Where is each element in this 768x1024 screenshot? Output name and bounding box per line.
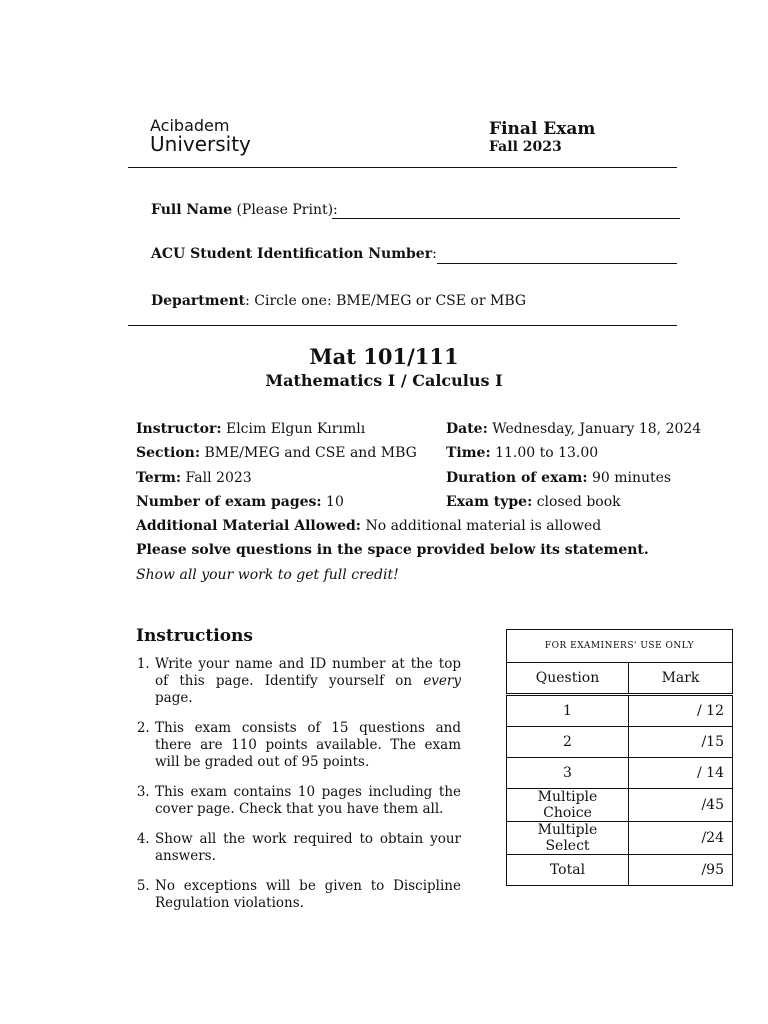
instructor-info bbox=[136, 421, 365, 437]
instruction-item: 2. This exam consists of 15 questions and there are 110 points available. The exam will be graded out of 95 points. bbox=[154, 720, 461, 771]
duration-info bbox=[446, 470, 671, 486]
department-options: : Circle one: BME/MEG or CSE or MBG bbox=[245, 293, 527, 309]
time-info bbox=[446, 445, 598, 461]
pages-label: Number of exam pages: bbox=[136, 494, 322, 510]
instructions-heading: Instructions bbox=[136, 626, 253, 646]
table-row bbox=[507, 822, 733, 855]
instruction-item: 5. No exceptions will be given to Discipline Regulation violations. bbox=[154, 878, 461, 912]
course-code: Mat 101/111 bbox=[309, 344, 459, 369]
exam-term: Fall 2023 bbox=[489, 139, 562, 155]
marks-table-caption: FOR EXAMINERS' USE ONLY bbox=[507, 630, 733, 663]
instructions-list bbox=[136, 656, 461, 925]
pages-value: 10 bbox=[326, 494, 344, 510]
full-name-input-line[interactable] bbox=[332, 218, 680, 219]
column-header-question: Question bbox=[507, 663, 629, 695]
question-cell: 1 bbox=[507, 695, 629, 727]
section-label: Section: bbox=[136, 445, 201, 461]
duration-label: Duration of exam: bbox=[446, 470, 588, 486]
duration-value: 90 minutes bbox=[591, 470, 672, 486]
university-logo-line1: Acibadem bbox=[150, 116, 230, 135]
column-header-mark: Mark bbox=[629, 663, 733, 695]
department-label: Department bbox=[151, 293, 246, 309]
examiner-marks-table bbox=[506, 629, 733, 886]
time-value: 11.00 to 13.00 bbox=[495, 445, 599, 461]
material-info bbox=[136, 518, 601, 534]
term-info bbox=[136, 470, 252, 486]
question-cell: 3 bbox=[507, 758, 629, 789]
pages-info bbox=[136, 494, 344, 510]
question-cell: Multiple Choice bbox=[507, 789, 629, 822]
university-logo-line2: University bbox=[150, 132, 251, 156]
question-cell: 2 bbox=[507, 727, 629, 758]
material-value: No additional material is allowed bbox=[365, 518, 602, 534]
term-label: Term: bbox=[136, 470, 182, 486]
instructor-value: Elcim Elgun Kırımlı bbox=[225, 421, 366, 437]
section-info bbox=[136, 445, 417, 461]
term-value: Fall 2023 bbox=[185, 470, 252, 486]
date-label: Date: bbox=[446, 421, 488, 437]
table-row bbox=[507, 855, 733, 886]
material-label: Additional Material Allowed: bbox=[136, 518, 361, 534]
student-id-input-line[interactable] bbox=[437, 263, 677, 264]
student-id-label: ACU Student Identification Number bbox=[151, 246, 433, 262]
full-name-label: Full Name bbox=[151, 202, 232, 218]
exam-type-info bbox=[446, 494, 621, 510]
table-row bbox=[507, 758, 733, 789]
exam-title: Final Exam bbox=[489, 119, 596, 139]
fields-divider bbox=[128, 325, 677, 326]
course-name: Mathematics I / Calculus I bbox=[265, 371, 503, 390]
question-cell: Multiple Select bbox=[507, 822, 629, 855]
table-row bbox=[507, 695, 733, 727]
full-name-hint: (Please Print): bbox=[236, 202, 338, 218]
date-info bbox=[446, 421, 701, 437]
solve-note: Please solve questions in the space provided below its statement. bbox=[136, 542, 649, 558]
section-value: BME/MEG and CSE and MBG bbox=[204, 445, 417, 461]
instruction-item: 3. This exam contains 10 pages including the cover page. Check that you have them all. bbox=[154, 784, 461, 818]
time-label: Time: bbox=[446, 445, 491, 461]
student-id-field bbox=[151, 246, 437, 262]
mark-cell: /45 bbox=[629, 789, 733, 822]
student-id-colon: : bbox=[432, 246, 437, 262]
full-name-field bbox=[151, 202, 338, 218]
exam-type-label: Exam type: bbox=[446, 494, 533, 510]
instruction-item: 1. Write your name and ID number at the top of this page. Identify yourself on every page. bbox=[154, 656, 461, 707]
header-divider bbox=[128, 167, 677, 168]
work-note: Show all your work to get full credit! bbox=[136, 567, 399, 583]
mark-cell: /24 bbox=[629, 822, 733, 855]
mark-cell: / 12 bbox=[629, 695, 733, 727]
mark-cell: /95 bbox=[629, 855, 733, 886]
date-value: Wednesday, January 18, 2024 bbox=[492, 421, 702, 437]
table-row bbox=[507, 789, 733, 822]
question-cell: Total bbox=[507, 855, 629, 886]
department-field bbox=[151, 293, 526, 309]
instructor-label: Instructor: bbox=[136, 421, 222, 437]
mark-cell: / 14 bbox=[629, 758, 733, 789]
mark-cell: /15 bbox=[629, 727, 733, 758]
table-row bbox=[507, 727, 733, 758]
instruction-item: 4. Show all the work required to obtain your answers. bbox=[154, 831, 461, 865]
exam-type-value: closed book bbox=[536, 494, 621, 510]
